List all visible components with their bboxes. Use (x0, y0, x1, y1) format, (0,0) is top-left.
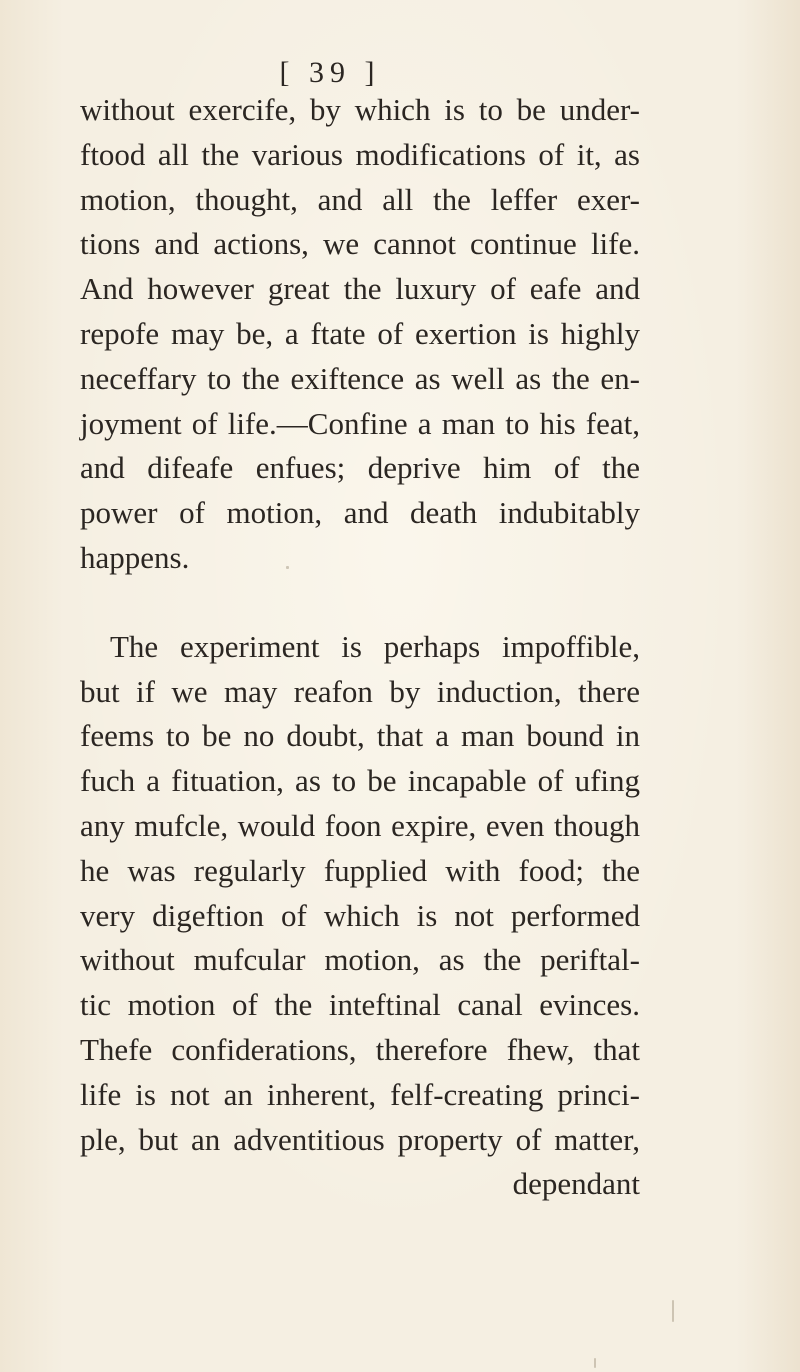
page-body (80, 88, 640, 1207)
text-line: And however great the luxury of eafe and (80, 271, 640, 307)
catchword: dependant (512, 1166, 640, 1202)
text-line: The experiment is perhaps impoffible, (110, 628, 640, 664)
text-line: tic motion of the inteftinal canal evinces. (80, 987, 640, 1023)
text-line: happens. (80, 539, 190, 575)
text-line: fuch a fituation, as to be incapable of ufing (80, 763, 640, 799)
text-line: feems to be no doubt, that a man bound in (80, 718, 640, 754)
text-line: joyment of life.—Confine a man to his feat, (80, 405, 640, 441)
text-line: power of motion, and death indubitably (80, 495, 640, 531)
text-line: very digeftion of which is not performed (80, 897, 640, 933)
text-line: ftood all the various modifications of it, as (80, 136, 640, 172)
text-line: life is not an inherent, felf-creating princi- (80, 1076, 640, 1112)
paper-speck (672, 1300, 674, 1322)
paragraph-spacer (80, 581, 640, 625)
paper-speck (286, 566, 289, 569)
paragraph-1 (80, 88, 640, 581)
text-line: without exercife, by which is to be under- (80, 92, 640, 127)
text-line: but if we may reafon by induction, there (80, 673, 640, 709)
text-line: tions and actions, we cannot continue life. (80, 226, 640, 262)
text-line: and difeafe enfues; deprive him of the (80, 450, 640, 486)
text-line: motion, thought, and all the leffer exer- (80, 181, 640, 217)
text-line: any mufcle, would foon expire, even though (80, 807, 640, 843)
paper-speck (594, 1358, 596, 1368)
text-line: ple, but an adventitious property of matter, (80, 1121, 640, 1157)
text-line: neceffary to the exiftence as well as the en- (80, 360, 640, 396)
text-line: he was regularly fupplied with food; the (80, 852, 640, 888)
text-line: repofe may be, a ftate of exertion is highly (80, 315, 640, 351)
text-line: Thefe confiderations, therefore fhew, that (80, 1031, 640, 1067)
paragraph-2 (80, 625, 640, 1163)
page-number: [ 39 ] (279, 56, 381, 89)
text-line: without mufcular motion, as the periftal- (80, 942, 640, 978)
